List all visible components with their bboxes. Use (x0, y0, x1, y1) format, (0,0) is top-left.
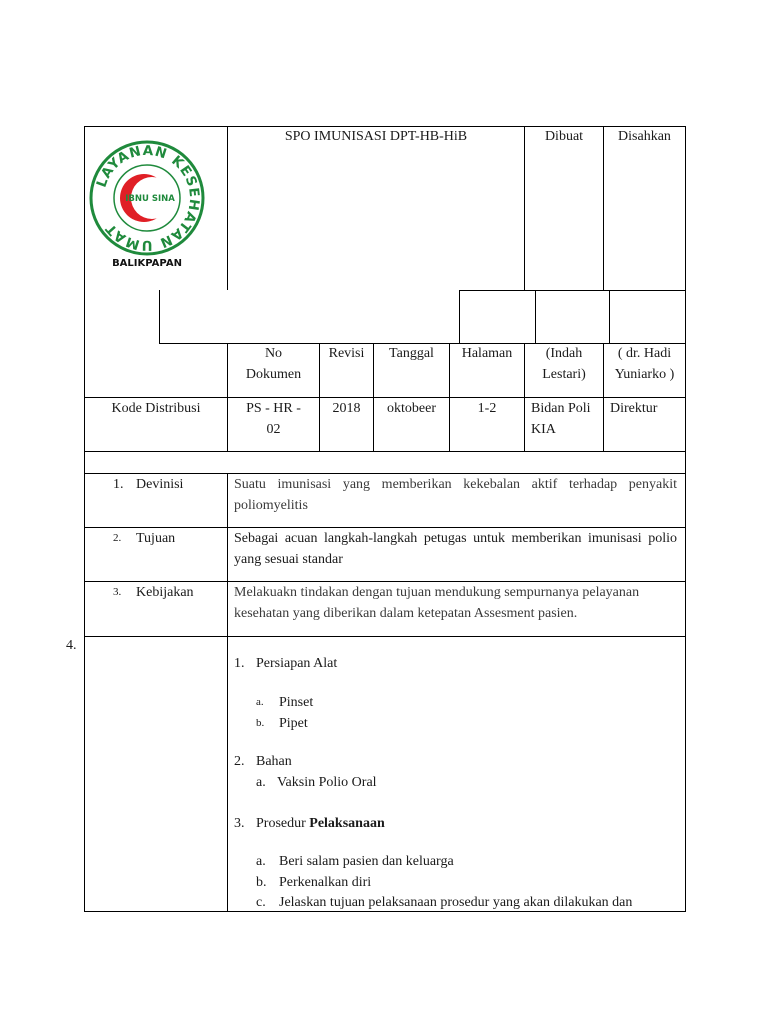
sub-item: Perkenalkan diri (279, 875, 372, 890)
revisi-value: 2018 (332, 401, 361, 416)
organization-logo (86, 138, 208, 273)
sub-marker: a. (256, 775, 266, 790)
sub-item: Vaksin Polio Oral (277, 775, 377, 790)
sub-item: Jelaskan tujuan pelaksanaan prosedur yang akan dilakukan dan (279, 895, 633, 910)
section-label: Devinisi (136, 477, 184, 492)
sub-marker: b. (256, 875, 267, 890)
sub-marker: c. (256, 895, 266, 910)
dibuat-label: Dibuat (544, 129, 584, 144)
logo-center-text: IBNU SINA (125, 194, 175, 204)
list-item-label: Prosedur Pelaksanaan (256, 816, 385, 831)
pembuat-jabatan: Bidan Poli KIA (531, 401, 591, 437)
section-number: 3. (113, 586, 122, 598)
section-label: Tujuan (136, 531, 176, 546)
sub-marker: b. (256, 717, 265, 729)
list-number: 3. (234, 816, 245, 831)
halaman-value: 1-2 (477, 401, 497, 416)
pengesah-name: ( dr. Hadi Yuniarko ) (614, 346, 675, 382)
pengesah-jabatan: Direktur (610, 401, 658, 416)
sub-item: Beri salam pasien dan keluarga (279, 854, 454, 869)
no-dokumen-header: No Dokumen (245, 346, 302, 382)
pembuat-name: (Indah Lestari) (542, 346, 586, 382)
section-label: Kebijakan (136, 585, 194, 600)
section-text: Sebagai acuan langkah-langkah petugas untuk memberikan imunisasi polio yang sesuai standar (234, 531, 677, 567)
list-number: 2. (234, 754, 245, 769)
list-number: 1. (234, 656, 245, 671)
sub-marker: a. (256, 696, 264, 708)
section-text: Suatu imunisasi yang memberikan kekebalan aktif terhadap penyakit poliomyelitis (234, 477, 677, 513)
section-text: Melakuakn tindakan dengan tujuan mendukung sempurnanya pelayanan kesehatan yang diberikan dalam ketepatan Assesment pasien. (234, 585, 640, 621)
revisi-header: Revisi (328, 346, 365, 361)
kode-distribusi-label: Kode Distribusi (111, 401, 201, 416)
sub-marker: a. (256, 854, 266, 869)
section-number: 1. (113, 477, 124, 492)
logo-city: BALIKPAPAN (112, 258, 182, 269)
document-title: SPO IMUNISASI DPT-HB-HiB (284, 129, 468, 144)
tanggal-header: Tanggal (389, 346, 434, 361)
sub-item: Pinset (279, 695, 314, 710)
list-item-label: Bahan (256, 754, 292, 769)
list-item-label: Persiapan Alat (256, 656, 338, 671)
logo-ring-text: LAYANAN KESEHATAN UMAT (93, 142, 203, 254)
tanggal-value: oktobeer (387, 401, 436, 416)
halaman-header: Halaman (461, 346, 513, 361)
section-4-number: 4. (66, 638, 77, 653)
section-number: 2. (113, 532, 122, 544)
disahkan-label: Disahkan (618, 129, 671, 144)
sub-item: Pipet (279, 716, 308, 731)
no-dokumen-value: PS - HR - 02 (246, 401, 301, 437)
